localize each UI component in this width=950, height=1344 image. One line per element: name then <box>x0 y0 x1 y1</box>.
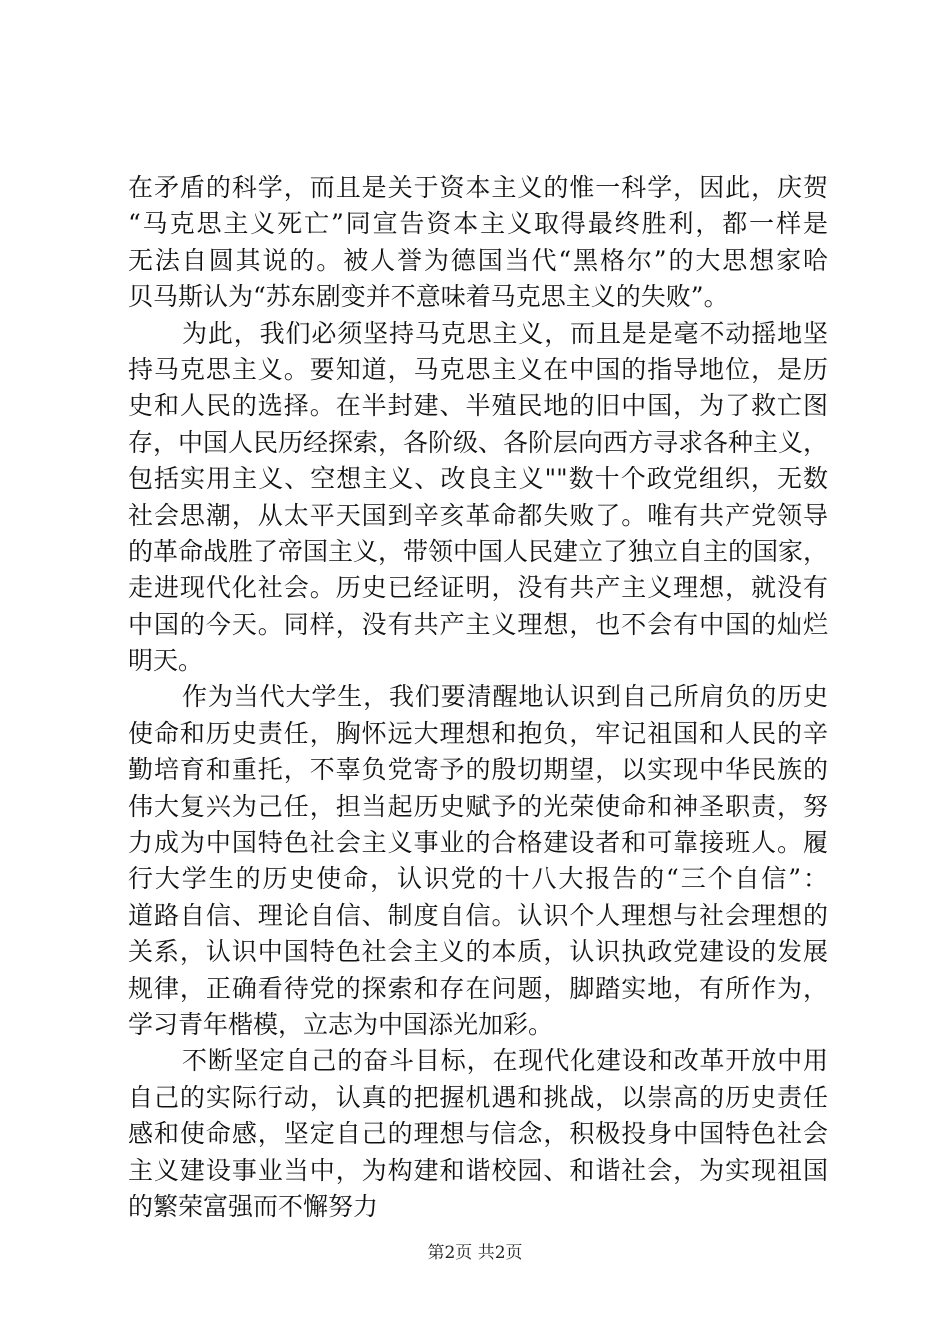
text-line: 主义建设事业当中，为构建和谐校园、和谐社会，为实现祖国 <box>128 1155 828 1185</box>
text-line: 史和人民的选择。在半封建、半殖民地的旧中国，为了救亡图 <box>128 391 828 421</box>
text-line: 感和使命感，坚定自己的理想与信念，积极投身中国特色社会 <box>128 1119 828 1149</box>
text-line: 中国的今天。同样，没有共产主义理想，也不会有中国的灿烂 <box>128 609 828 639</box>
text-line: 包括实用主义、空想主义、改良主义""数十个政党组织，无数 <box>128 464 828 494</box>
text-line: 无法自圆其说的。被人誉为德国当代“黑格尔”的大思想家哈 <box>128 245 828 275</box>
text-line: 的繁荣富强而不懈努力 <box>128 1191 379 1221</box>
text-line: 走进现代化社会。历史已经证明，没有共产主义理想，就没有 <box>128 573 828 603</box>
text-line: “马克思主义死亡”同宣告资本主义取得最终胜利，都一样是 <box>128 209 828 239</box>
paragraph-first-line: 作为当代大学生，我们要清醒地认识到自己所肩负的历史 <box>182 682 828 712</box>
text-line: 行大学生的历史使命，认识党的十八大报告的“三个自信”： <box>128 864 828 894</box>
paragraph-first-line: 不断坚定自己的奋斗目标，在现代化建设和改革开放中用 <box>182 1046 828 1076</box>
text-line: 道路自信、理论自信、制度自信。认识个人理想与社会理想的 <box>128 900 828 930</box>
text-line: 的革命战胜了帝国主义，带领中国人民建立了独立自主的国家， <box>128 536 829 566</box>
paragraph-first-line: 为此，我们必须坚持马克思主义，而且是是毫不动摇地坚 <box>182 318 828 348</box>
document-body <box>128 170 828 1225</box>
page-number-footer: 第2页 共2页 <box>427 1243 523 1263</box>
text-line: 贝马斯认为“苏东剧变并不意味着马克思主义的失败”。 <box>128 282 729 312</box>
text-line: 持马克思主义。要知道，马克思主义在中国的指导地位，是历 <box>128 354 828 384</box>
text-line: 在矛盾的科学，而且是关于资本主义的惟一科学，因此，庆贺 <box>128 173 828 202</box>
text-line: 明天。 <box>128 646 204 676</box>
text-line: 使命和历史责任，胸怀远大理想和抱负，牢记祖国和人民的辛 <box>128 718 828 748</box>
text-line: 存，中国人民历经探索，各阶级、各阶层向西方寻求各种主义， <box>128 427 829 457</box>
text-line: 规律，正确看待党的探索和存在问题，脚踏实地，有所作为， <box>128 973 828 1003</box>
text-line: 勤培育和重托，不辜负党寄予的殷切期望，以实现中华民族的 <box>128 755 828 785</box>
text-line: 伟大复兴为己任，担当起历史赋予的光荣使命和神圣职责，努 <box>128 791 828 821</box>
text-line: 学习青年楷模，立志为中国添光加彩。 <box>128 1009 554 1039</box>
text-line: 力成为中国特色社会主义事业的合格建设者和可靠接班人。履 <box>128 828 828 858</box>
text-line: 关系，认识中国特色社会主义的本质，认识执政党建设的发展 <box>128 937 828 967</box>
text-line: 社会思潮，从太平天国到辛亥革命都失败了。唯有共产党领导 <box>128 500 828 530</box>
text-line: 自己的实际行动，认真的把握机遇和挑战，以崇高的历史责任 <box>128 1082 828 1112</box>
